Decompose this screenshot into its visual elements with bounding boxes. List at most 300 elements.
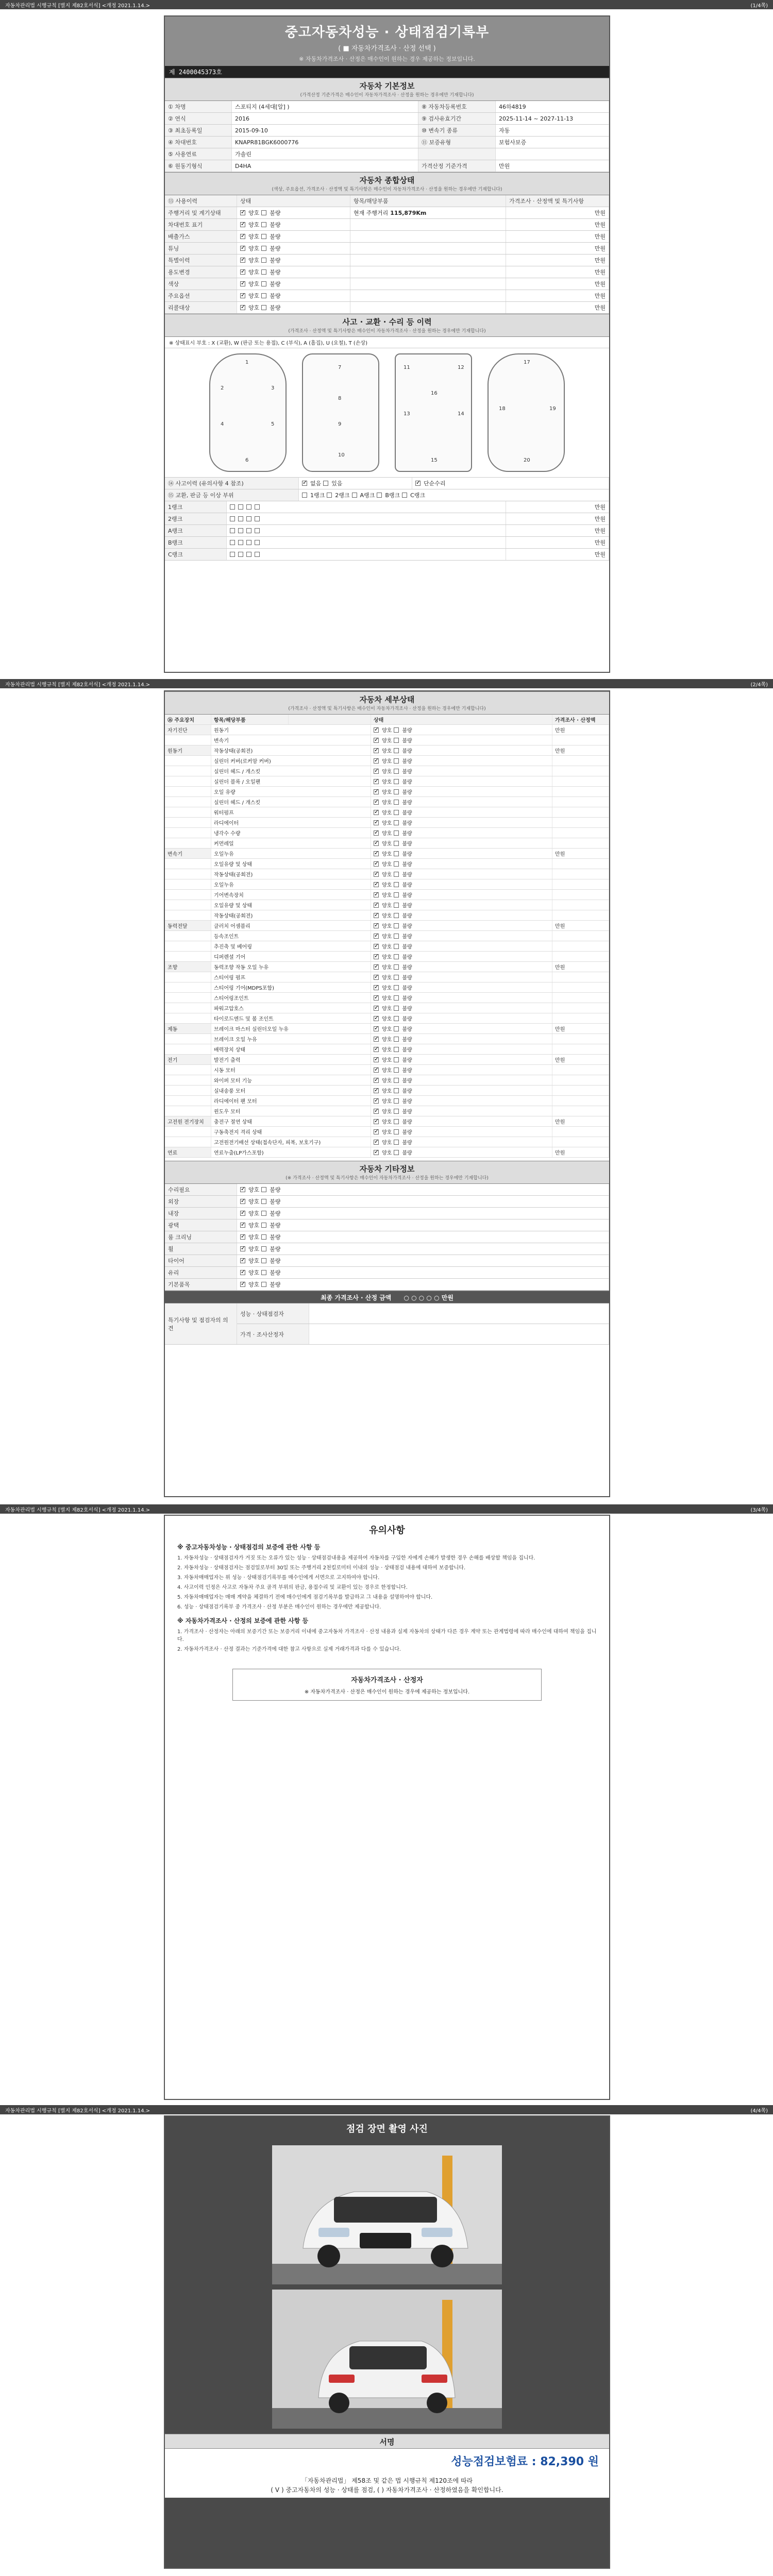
bad-label: 불량 [402,893,412,899]
basic-label-2: 가격산정 기준가격 [418,160,496,172]
checkbox-bad[interactable] [394,789,399,794]
rank-part-checkbox[interactable] [246,540,251,545]
rank-part-checkbox[interactable] [255,552,260,557]
notice-paragraph: 2. 자동차성능 · 상태점검자는 점검일로부터 30일 또는 주행거리 2천킬로미터 이내의 성능 · 상태점검 내용에 대하여 보증합니다. [177,1565,466,1571]
inspection-page-1 [164,15,610,673]
bad-label: 불량 [402,924,412,929]
checkbox-simple-none[interactable] [415,481,421,486]
checkbox-good[interactable] [240,222,245,227]
checkbox-good[interactable] [374,985,379,990]
detail-part-label: 동력조향 작동 오일 누유 [211,962,371,972]
checkbox-bad[interactable] [394,985,399,990]
detail-row [165,787,609,797]
good-label: 양호 [248,210,260,216]
checkbox-good[interactable] [374,1006,379,1011]
overall-item-detail [350,255,506,266]
detail-state [371,756,552,766]
notice-title: 유의사항 [369,1525,405,1536]
detail-group-cell [165,962,211,972]
etc-checks [237,1267,609,1278]
detail-row [165,776,609,787]
rank-part-checkbox[interactable] [255,528,260,533]
checkbox-good[interactable] [374,851,379,856]
detail-part-label: 워터펌프 [211,807,371,817]
checkbox-bad[interactable] [261,293,266,298]
checkbox-bad[interactable] [394,1026,399,1031]
basic-label-2: ⑩ 변속기 종류 [418,125,496,136]
detail-row [165,1137,609,1147]
detail-row [165,725,609,735]
page-indicator-4: (4/4쪽) [750,2108,768,2114]
overall-item-detail [350,219,506,230]
bad-label: 불량 [270,269,281,276]
good-label: 양호 [382,1140,392,1146]
bad-label: 불량 [402,790,412,795]
rank-row [165,525,609,537]
sign-box [232,1669,542,1701]
checkbox-bad[interactable] [394,810,399,815]
checkbox-bad[interactable] [394,727,399,733]
rank-part-checkbox[interactable] [255,504,260,510]
rank-part-checkbox[interactable] [246,528,251,533]
checkbox-bad[interactable] [394,831,399,836]
checkbox-bad[interactable] [261,246,266,251]
rank-part-checkbox[interactable] [246,504,251,510]
checkbox-good[interactable] [374,810,379,815]
checkbox-bad[interactable] [394,1067,399,1073]
detail-state [371,900,552,910]
bad-label: 불량 [270,1281,281,1288]
overall-status-title: 자동차 종합상태 [359,176,415,185]
detail-group-label: 동력전달 [167,924,188,929]
checkbox-bad[interactable] [394,861,399,867]
checkbox-good[interactable] [374,748,379,753]
bad-label: 불량 [402,831,412,837]
detail-state [371,849,552,858]
bad-label: 불량 [402,975,412,981]
checkbox-good[interactable] [240,305,245,310]
checkbox-bad[interactable] [261,210,266,215]
checkbox-yes[interactable] [323,481,328,486]
detail-part-label: 작동상태(공회전) [211,745,371,755]
overall-status-row [165,243,609,255]
checkbox-bad[interactable] [394,913,399,918]
rank-part-checkbox[interactable] [238,540,243,545]
detail-state [371,1034,552,1044]
checkbox-good[interactable] [374,1150,379,1155]
rank-part-checkbox[interactable] [255,516,260,521]
checkbox-good[interactable] [374,944,379,949]
checkbox-good[interactable] [374,1057,379,1062]
good-label: 양호 [382,1006,392,1012]
rank-checkbox[interactable] [377,493,382,498]
checkbox-good[interactable] [374,892,379,897]
checkbox-good[interactable] [374,923,379,928]
checkbox-bad[interactable] [394,975,399,980]
rank-part-checkbox[interactable] [230,516,235,521]
overall-item-label: 색상 [165,278,237,290]
insurance-fee-label: 성능점검보험료 : [451,2455,536,2468]
basic-label-2: ⑨ 검사유효기간 [418,113,496,124]
detail-unit-blank [552,756,609,766]
checkbox-good[interactable] [374,882,379,887]
overall-item-checks [237,290,350,301]
document-header [165,16,609,66]
mileage-label: 주행거리 및 계기상태 [165,207,237,218]
checkbox-bad[interactable] [394,738,399,743]
rank-part-checkbox[interactable] [230,540,235,545]
checkbox-good[interactable] [240,1246,245,1251]
checkbox-good[interactable] [374,1026,379,1031]
checkbox-good[interactable] [240,1199,245,1204]
col-items: 항목/해당부품 [350,195,506,207]
checkbox-good[interactable] [240,293,245,298]
good-label: 양호 [382,1150,392,1156]
checkbox-bad[interactable] [394,851,399,856]
yes-label: 있음 [331,480,343,487]
checkbox-good[interactable] [374,861,379,867]
rank-part-checkbox[interactable] [255,540,260,545]
detail-part-label: 디퍼렌셜 기어 [211,952,371,961]
checkbox-good[interactable] [374,1067,379,1073]
checkbox-good[interactable] [374,1098,379,1104]
detail-state [371,797,552,807]
checkbox-good[interactable] [240,269,245,275]
bad-label: 불량 [402,1058,412,1063]
accident-title: 사고 · 교환 · 수리 등 이력 [342,317,432,327]
detail-state [371,1044,552,1054]
checkbox-bad[interactable] [394,882,399,887]
checkbox-good[interactable] [240,1187,245,1192]
checkbox-good[interactable] [374,789,379,794]
rank-part-checkbox[interactable] [230,552,235,557]
basic-value: 2015-09-10 [232,125,418,136]
rank-part-checkbox[interactable] [238,504,243,510]
checkbox-bad[interactable] [394,779,399,784]
detail-unit-blank [552,838,609,848]
rank-checkbox[interactable] [402,493,407,498]
checkbox-good[interactable] [240,281,245,286]
detail-state [371,921,552,930]
checkbox-bad[interactable] [261,1234,266,1240]
checkbox-bad[interactable] [394,1140,399,1145]
checkbox-bad[interactable] [261,1270,266,1275]
checkbox-bad[interactable] [394,923,399,928]
overall-item-label: 주요옵션 [165,290,237,301]
rank-unit: 만원 [506,549,609,560]
bad-label: 불량 [270,210,281,216]
rank-checkbox[interactable] [352,493,357,498]
overall-item-checks [237,278,350,290]
detail-unit-blank [552,972,609,982]
checkbox-good[interactable] [374,964,379,970]
rank-list [299,489,609,501]
rank-part-checkbox[interactable] [230,504,235,510]
checkbox-bad[interactable] [394,748,399,753]
checkbox-bad[interactable] [394,758,399,764]
notice-paragraph: 1. 자동차성능 · 상태점검자가 거짓 또는 오류가 있는 성능 · 상태점검내용을 제공하여 자동차를 구입한 자에게 손해가 발생한 경우 손해를 배상할 책임을 집니다. [177,1555,535,1561]
checkbox-bad[interactable] [394,1016,399,1021]
checkbox-good[interactable] [240,234,245,239]
good-label: 양호 [382,893,392,899]
good-label: 양호 [382,810,392,816]
performance-value [309,1303,609,1324]
bad-label: 불량 [270,233,281,240]
checkbox-bad[interactable] [261,1258,266,1263]
bad-label: 불량 [402,1099,412,1105]
detail-group-cell [165,766,211,776]
checkbox-bad[interactable] [394,1109,399,1114]
checkbox-good[interactable] [374,758,379,764]
checkbox-bad[interactable] [261,281,266,286]
detail-part-label: 실린더 커버(로커암 커버) [211,756,371,766]
detail-row [165,972,609,982]
detail-group-cell [165,756,211,766]
detail-part-label: 오일유량 및 상태 [211,900,371,910]
checkbox-bad[interactable] [394,1047,399,1052]
overall-item-unit: 만원 [506,231,609,242]
detail-part-label: 실린더 헤드 / 개스킷 [211,797,371,807]
form-reference-2: 자동차관리법 시행규칙 [별지 제82호서식] <개정 2021.1.14.> [5,682,150,688]
checkbox-good[interactable] [240,1211,245,1216]
checkbox-good[interactable] [374,1140,379,1145]
rank-label: C랭크 [165,549,227,560]
detail-row [165,1055,609,1065]
detail-state [371,910,552,920]
detail-unit-blank [552,1106,609,1116]
detail-part-label: 발전기 출력 [211,1055,371,1064]
checkbox-good[interactable] [374,1119,379,1124]
detail-state [371,1024,552,1033]
checkbox-bad[interactable] [394,800,399,805]
rank-part-checkbox[interactable] [230,528,235,533]
good-label: 양호 [248,293,260,299]
detail-unit-blank [552,1065,609,1075]
checkbox-bad[interactable] [261,258,266,263]
checkbox-bad[interactable] [394,841,399,846]
checkbox-bad[interactable] [394,1057,399,1062]
checkbox-bad[interactable] [394,872,399,877]
overall-status-row [165,290,609,302]
basic-value-2: 2025-11-14 ~ 2027-11-13 [496,113,609,124]
checkbox-bad[interactable] [394,903,399,908]
rank-checkbox[interactable] [327,493,332,498]
rank-part-checkbox[interactable] [246,516,251,521]
detail-part-label: 냉각수 수량 [211,828,371,838]
checkbox-bad[interactable] [261,222,266,227]
col-device: ⑯ 주요장치 [165,715,211,724]
rank-part-checkbox[interactable] [246,552,251,557]
checkbox-bad[interactable] [394,892,399,897]
signature-footer [165,2473,609,2498]
rank-checkbox[interactable] [302,493,307,498]
checkbox-good[interactable] [240,246,245,251]
good-label: 양호 [382,769,392,775]
checkbox-none[interactable] [302,481,307,486]
checkbox-bad[interactable] [261,1246,266,1251]
detail-part-label: 구동축전지 격리 상태 [211,1127,371,1137]
overall-status-table [165,219,609,314]
checkbox-bad[interactable] [394,944,399,949]
checkbox-good[interactable] [374,872,379,877]
checkbox-good[interactable] [374,820,379,825]
basic-info-row [165,113,609,125]
detail-part-label: 와이퍼 모터 기능 [211,1075,371,1085]
detail-state [371,1116,552,1126]
checkbox-good[interactable] [374,1129,379,1134]
checkbox-good[interactable] [374,738,379,743]
checkbox-good[interactable] [374,995,379,1001]
detail-title: 자동차 세부상태 [359,695,415,704]
overall-item-detail [350,266,506,278]
detail-state [371,1137,552,1147]
detail-row [165,1086,609,1096]
form-reference-3: 자동차관리법 시행규칙 [별지 제82호서식] <개정 2021.1.14.> [5,1507,150,1513]
detail-row [165,879,609,890]
etc-label: 광택 [165,1219,237,1231]
detail-state [371,1106,552,1116]
detail-part-label: 실내송풍 모터 [211,1086,371,1095]
overall-item-checks [237,231,350,242]
detail-row [165,941,609,952]
checkbox-good[interactable] [374,769,379,774]
detail-state [371,1096,552,1106]
detail-group-label: 조향 [167,965,178,971]
detail-state [371,931,552,941]
good-label: 양호 [248,233,260,240]
checkbox-bad[interactable] [261,1282,266,1287]
checkbox-bad[interactable] [394,1088,399,1093]
detail-group-cell [165,952,211,961]
checkbox-good[interactable] [374,1109,379,1114]
detail-group-cell [165,787,211,796]
final-price-unit: 만원 [441,1294,453,1301]
checkbox-good[interactable] [240,258,245,263]
checkbox-bad[interactable] [394,1150,399,1155]
bad-label: 불량 [402,1120,412,1125]
good-label: 양호 [382,1089,392,1094]
overall-status-row [165,302,609,314]
col-state: 상태 [371,715,552,724]
checkbox-good[interactable] [374,913,379,918]
car-diagram-rear: 17 18 19 20 [488,353,565,472]
detail-state [371,1013,552,1023]
checkbox-good[interactable] [240,1258,245,1263]
checkbox-good[interactable] [240,1282,245,1287]
bad-label: 불량 [402,1016,412,1022]
overall-item-detail [350,243,506,254]
detail-group-cell [165,900,211,910]
checkbox-good[interactable] [374,1047,379,1052]
checkbox-bad[interactable] [394,1078,399,1083]
checkbox-bad[interactable] [394,954,399,959]
checkbox-bad[interactable] [394,769,399,774]
basic-value: 2016 [232,113,418,124]
detail-state [371,766,552,776]
detail-unit-blank [552,879,609,889]
overall-item-label: 용도변경 [165,266,237,278]
checkbox-bad[interactable] [394,1129,399,1134]
checkbox-bad[interactable] [261,1223,266,1228]
checkbox-bad[interactable] [394,820,399,825]
good-label: 양호 [382,800,392,806]
detail-state [371,828,552,838]
checkbox-good[interactable] [374,934,379,939]
simple-repair-label: 단순수리 [424,480,446,487]
checkbox-bad[interactable] [394,964,399,970]
detail-part-label: 스티어링 기어(MDPS포함) [211,982,371,992]
detail-group-cell [165,807,211,817]
good-label: 양호 [382,1068,392,1074]
detail-group-cell [165,1116,211,1126]
checkbox-bad[interactable] [261,1187,266,1192]
checkbox-bad[interactable] [261,234,266,239]
notice-page [164,1515,610,2100]
checkbox-good[interactable] [240,1270,245,1275]
good-label: 양호 [382,1130,392,1136]
good-label: 양호 [248,245,260,252]
good-label: 양호 [382,779,392,785]
rank-part-checkbox[interactable] [238,516,243,521]
bad-label: 불량 [402,1006,412,1012]
checkbox-good[interactable] [374,727,379,733]
checkbox-bad[interactable] [394,995,399,1001]
rank-part-checkbox[interactable] [238,552,243,557]
detail-row [165,838,609,849]
checkbox-good[interactable] [374,903,379,908]
detail-group-label: 고전원 전기장치 [167,1120,204,1125]
etc-checks [237,1255,609,1266]
checkbox-bad[interactable] [261,305,266,310]
checkbox-good[interactable] [374,779,379,784]
special-notes-body [237,1303,609,1344]
good-label: 양호 [382,975,392,981]
good-label: 양호 [382,831,392,837]
mileage-value: 115,879Km [390,209,427,216]
checkbox-good[interactable] [374,831,379,836]
checkbox-good[interactable] [240,1234,245,1240]
checkbox-good[interactable] [374,800,379,805]
checkbox-good[interactable] [374,954,379,959]
checkbox-bad[interactable] [261,1199,266,1204]
checkbox-good[interactable] [240,210,245,215]
checkbox-good[interactable] [240,1223,245,1228]
rank-unit: 만원 [506,501,609,513]
detail-unit-blank [552,1034,609,1044]
etc-subtitle: (※ 가격조사 · 산정액 및 특기사항은 매수인이 자동차가격조사 · 산정을 원하는 경우에만 기재합니다) [285,1176,489,1181]
photo-title: 점검 장면 촬영 사진 [346,2124,428,2134]
checkbox-good[interactable] [374,975,379,980]
checkbox-bad[interactable] [394,1037,399,1042]
detail-part-label: 오일 유량 [211,787,371,796]
checkbox-bad[interactable] [394,1119,399,1124]
checkbox-good[interactable] [374,1078,379,1083]
rank-part-checkbox[interactable] [238,528,243,533]
checkbox-good[interactable] [374,1088,379,1093]
checkbox-bad[interactable] [261,269,266,275]
bad-label: 불량 [402,1109,412,1115]
checkbox-good[interactable] [374,841,379,846]
car-diagram-frame: 11 12 13 14 16 15 [395,353,472,472]
checkbox-good[interactable] [374,1037,379,1042]
checkbox-bad[interactable] [394,934,399,939]
checkbox-bad[interactable] [394,1098,399,1104]
detail-unit: 만원 [552,1055,609,1064]
checkbox-bad[interactable] [261,1211,266,1216]
checkbox-bad[interactable] [394,1006,399,1011]
etc-checks [237,1208,609,1219]
checkbox-good[interactable] [374,1016,379,1021]
